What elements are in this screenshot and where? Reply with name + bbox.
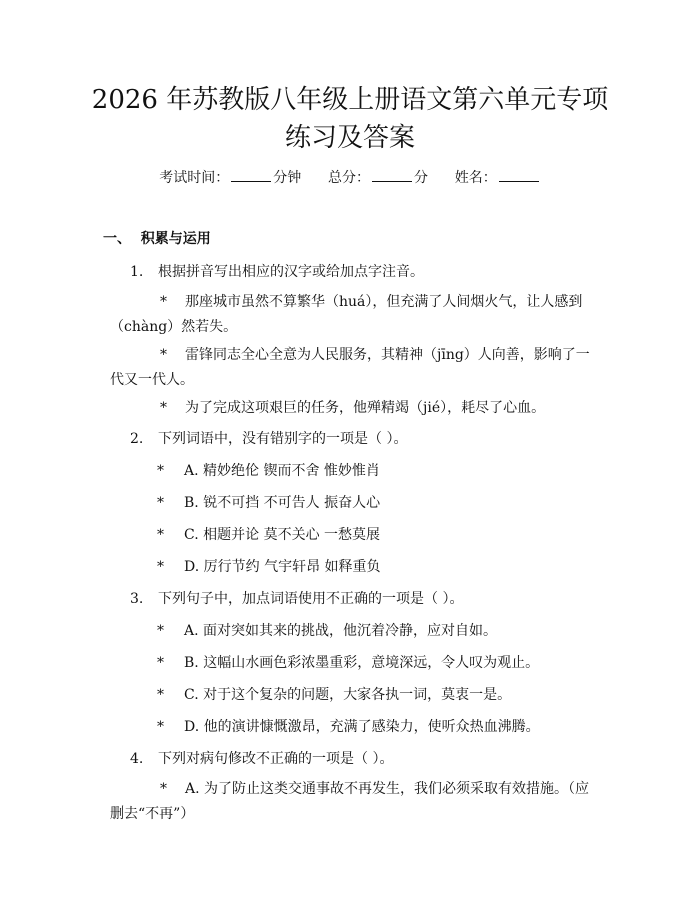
exam-meta [0,168,700,188]
section-heading: 一、 积累与运用 [103,231,211,247]
item-text: A. 为了防止这类交通事故不再发生，我们必须采取有效措施。（应删去“不再”） [110,781,590,822]
question-text: 根据拼音写出相应的汉字或给加点字注音。 [158,264,424,280]
score-label: 总分： [328,170,370,186]
option-text: D. 厉行节约 气宇轩昂 如释重负 [184,559,381,575]
option-b: * B. 锐不可挡 不可告人 振奋人心 [157,495,381,511]
option-c: * C. 相题并论 莫不关心 一愁莫展 [157,527,381,543]
option-text: B. 这幅山水画色彩浓墨重彩，意境深远，令人叹为观止。 [184,655,540,671]
list-item: * 那座城市虽然不算繁华（huá），但充满了人间烟火气，让人感到（chàng）然若失。 [110,294,583,335]
question-2 [130,429,407,449]
option-text: A. 精妙绝伦 锲而不舍 惟妙惟肖 [184,463,380,479]
option-text: A. 面对突如其来的挑战，他沉着冷静，应对自如。 [184,623,498,639]
option-text: C. 对于这个复杂的问题，大家各执一词，莫衷一是。 [184,687,512,703]
option-text: B. 锐不可挡 不可告人 振奋人心 [184,495,381,511]
option-a: * A. 精妙绝伦 锲而不舍 惟妙惟肖 [157,463,380,479]
list-item: * 雷锋同志全心全意为人民服务，其精神（jīng）人向善，影响了一代又一代人。 [110,347,590,388]
option-text: C. 相题并论 莫不关心 一愁莫展 [184,527,381,543]
question-text: 下列句子中，加点词语使用不正确的一项是（ ）。 [158,591,464,607]
item-text: 那座城市虽然不算繁华（huá），但充满了人间烟火气，让人感到（chàng）然若失。 [110,294,583,335]
page-title-line2: 练习及答案 [284,123,415,153]
question-number: 1. [130,264,144,280]
option-d: * D. 他的演讲慷慨激昂，充满了感染力，使听众热血沸腾。 [157,719,540,735]
question-1 [130,262,424,282]
item-text: 为了完成这项艰巨的任务，他殚精竭（jié），耗尽了心血。 [185,400,546,416]
question-4 [130,749,393,769]
time-unit: 分钟 [273,170,302,186]
option-c: * C. 对于这个复杂的问题，大家各执一词，莫衷一是。 [157,687,512,703]
list-item: * A. 为了防止这类交通事故不再发生，我们必须采取有效措施。（应删去“不再”） [110,781,590,822]
question-number: 3. [130,591,144,607]
item-text: 雷锋同志全心全意为人民服务，其精神（jīng）人向善，影响了一代又一代人。 [110,347,590,388]
option-b: * B. 这幅山水画色彩浓墨重彩，意境深远，令人叹为观止。 [157,655,540,671]
name-label: 姓名： [454,170,497,186]
question-text: 下列词语中，没有错别字的一项是（ ）。 [158,431,408,447]
name-blank [499,168,539,182]
question-3 [130,589,463,609]
question-number: 4. [130,751,144,767]
score-unit: 分 [414,170,428,186]
time-label: 考试时间： [159,170,230,186]
question-text: 下列对病句修改不正确的一项是（ ）。 [158,751,394,767]
time-blank [231,168,271,182]
question-number: 2. [130,431,144,447]
page-title-line1: 2026 年苏教版八年级上册语文第六单元专项 [91,85,609,115]
option-a: * A. 面对突如其来的挑战，他沉着冷静，应对自如。 [157,623,498,639]
option-d: * D. 厉行节约 气宇轩昂 如释重负 [157,559,381,575]
list-item: * 为了完成这项艰巨的任务，他殚精竭（jié），耗尽了心血。 [160,400,546,416]
score-blank [372,168,412,182]
option-text: D. 他的演讲慷慨激昂，充满了感染力，使听众热血沸腾。 [184,719,540,735]
